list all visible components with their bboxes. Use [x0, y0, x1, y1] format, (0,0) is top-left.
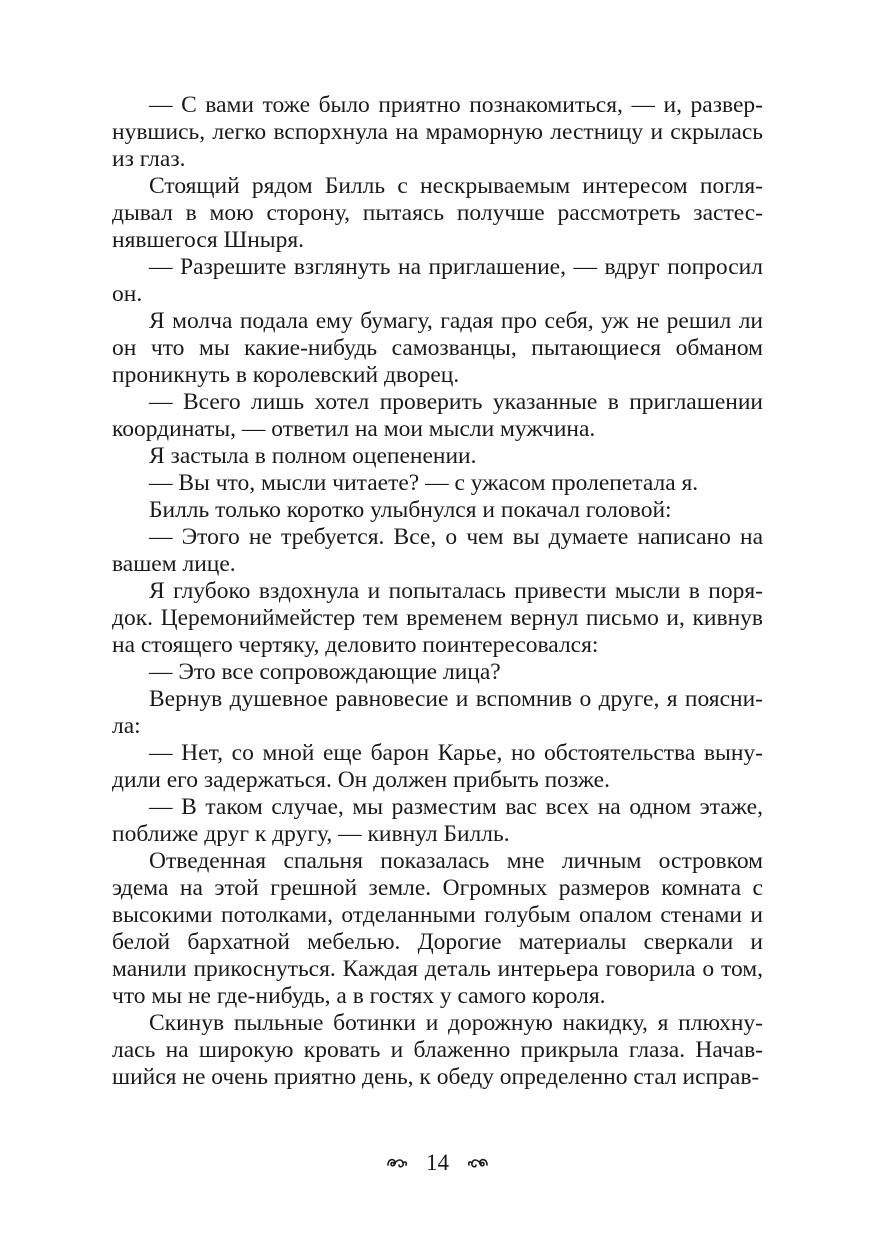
paragraph: Билль только коротко улыбнулся и покачал головой:: [149, 497, 672, 523]
paragraph: — С вами тоже было приятно познакомиться, — и, развернувшись, легко вспорхнула на мраморную лестницу и скрылась из глаз.: [112, 92, 763, 172]
page-number: 14: [426, 1150, 449, 1175]
paragraph: — Разрешите взглянуть на приглашение, — вдруг попросил он.: [112, 254, 763, 307]
page-body: [112, 92, 763, 1091]
paragraph: Вернув душевное равновесие и вспомнив о друге, я пояснила:: [112, 686, 763, 739]
paragraph: Я глубоко вздохнула и попыталась привести мысли в порядок. Церемониймейстер тем временем вернул письмо и, кивнув на стоящего чертяку, деловито поинтересовался:: [112, 578, 763, 658]
paragraph: — В таком случае, мы разместим вас всех на одном этаже, поближе друг к другу, — кивнул Билль.: [112, 794, 763, 847]
paragraph: Стоящий рядом Билль с нескрываемым интересом поглядывал в мою сторону, пытаясь получше рассмотреть застеснявшегося Шныря.: [112, 173, 763, 253]
paragraph: Я застыла в полном оцепенении.: [149, 443, 477, 469]
right-ornament-icon: [467, 1155, 489, 1171]
paragraph: — Вы что, мысли читаете? — с ужасом пролепетала я.: [149, 470, 699, 496]
paragraph: — Этого не требуется. Все, о чем вы думаете написано на вашем лице.: [112, 524, 763, 577]
paragraph: Скинув пыльные ботинки и дорожную накидку, я плюхнулась на широкую кровать и блаженно прикрыла глаза. Начавшийся не очень приятно день, к обеду определенно стал исправ-: [112, 1010, 763, 1090]
paragraph: — Всего лишь хотел проверить указанные в приглашении координаты, — ответил на мои мысли мужчина.: [112, 389, 763, 442]
paragraph: — Это все сопровождающие лица?: [149, 659, 501, 685]
paragraph: Я молча подала ему бумагу, гадая про себя, уж не решил ли он что мы какие-нибудь самозванцы, пытающиеся обманом проникнуть в королевский дворец.: [112, 308, 763, 388]
paragraph: Отведенная спальня показалась мне личным островком эдема на этой грешной земле. Огромных размеров комната с высокими потолками, отделанными голубым опалом стенами и белой бархатной мебелью. Дорогие материалы сверкали и манили прикоснуться. Каждая деталь интерьера говорила о том, что мы не где-нибудь, а в гостях у самого короля.: [112, 848, 763, 1009]
paragraph: — Нет, со мной еще барон Карье, но обстоятельства вынудили его задержаться. Он должен прибыть позже.: [112, 740, 763, 793]
page-footer: [0, 1148, 875, 1178]
left-ornament-icon: [386, 1155, 408, 1171]
